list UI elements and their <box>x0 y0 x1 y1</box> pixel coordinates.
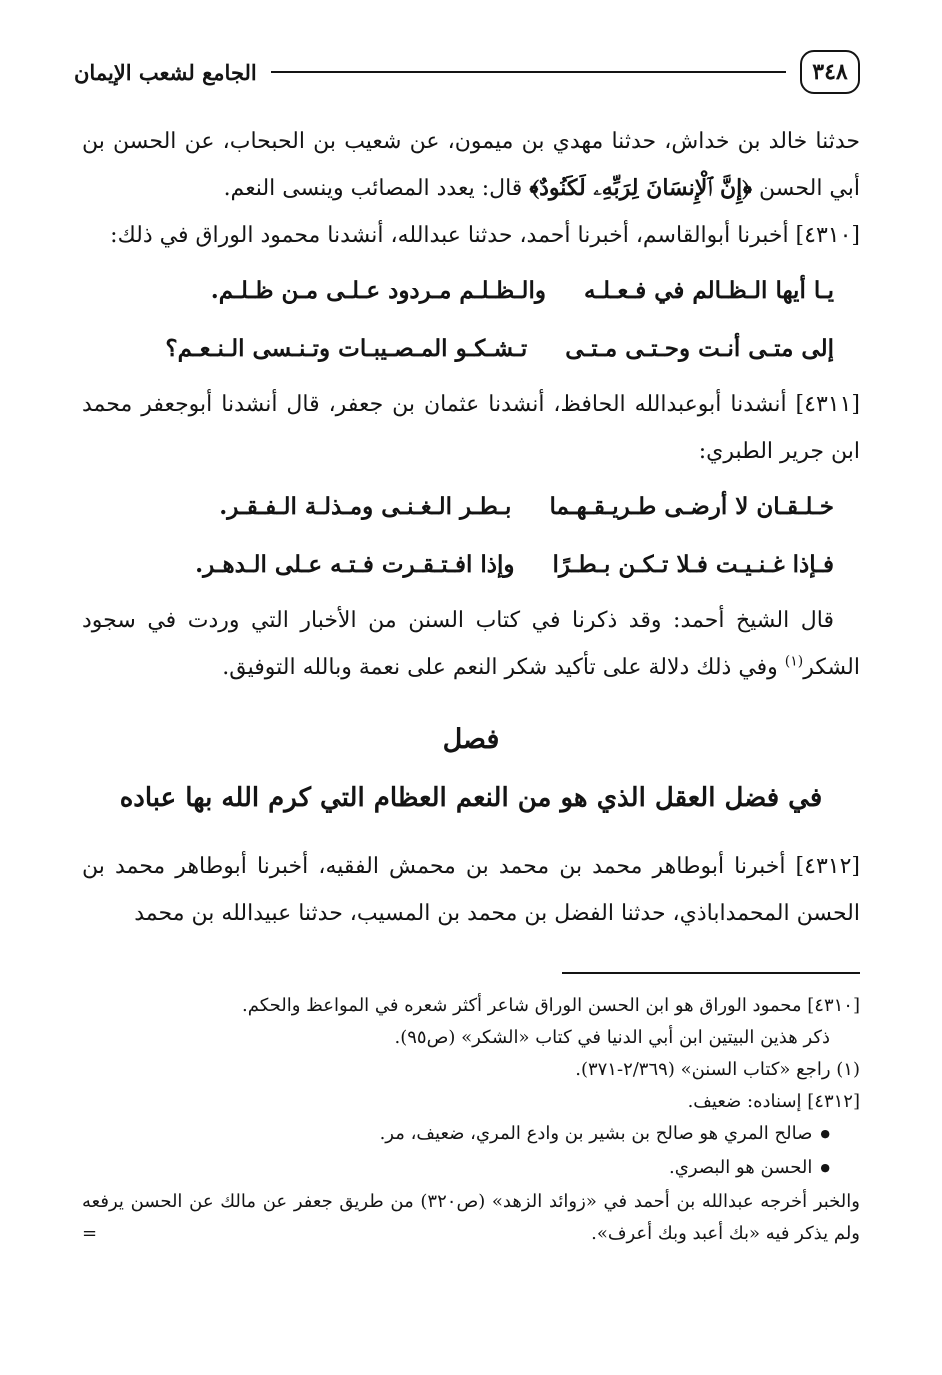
section-heading: فصل <box>442 724 500 755</box>
verse-hemistich: بـطـر الـغـنـى ومـذلـة الـفـقـر. <box>219 493 512 520</box>
shaykh-comment <box>82 597 860 691</box>
page-number: ٣٤٨ <box>800 50 860 94</box>
verse-hemistich: والـظـلـم مـردود عـلـى مـن ظـلـم. <box>210 277 546 304</box>
verse-line-3 <box>82 481 860 533</box>
continuation-mark: = <box>82 1223 98 1244</box>
quran-verse: ﴿إِنَّ ٱلْإِنسَانَ لِرَبِّهِۦ لَكَنُودٌ﴾ <box>529 175 753 201</box>
footnotes <box>82 990 860 1250</box>
verse-hemistich: يـا أيها الـظـالم في فـعـلـه <box>583 277 834 304</box>
header-rule <box>271 71 786 73</box>
footnote-bullet: ● الحسن هو البصري. <box>82 1152 860 1186</box>
comment-text: وفي ذلك دلالة على تأكيد شكر النعم على نعمة وبالله التوفيق. <box>222 655 785 680</box>
footnote-note: ذكر هذين البيتين ابن أبي الدنيا في كتاب «الشكر» (ص٩٥). <box>394 1027 830 1048</box>
footnote-marker: (١) <box>784 653 804 670</box>
text-line: الحسن بن أبي الحسن <box>82 129 860 201</box>
verse-hemistich: تـشـكـو المـصـيبـات وتـنـسى الـنـعـم؟ <box>165 335 528 362</box>
footnote-takhrij <box>82 1186 860 1250</box>
footnote-4312: [٤٣١٢] إسناده: ضعيف. <box>687 1091 860 1112</box>
verse-line-2 <box>82 323 860 375</box>
hadith-4312: [٤٣١٢] أخبرنا أبوطاهر محمد بن محمد بن محمش الفقيه، أخبرنا أبوطاهر محمد بن الحسن المحمداباذي، حدثنا الفضل بن محمد بن المسيب، حدثنا عبيدالله بن محمد <box>82 854 860 926</box>
hadith-4311: [٤٣١١] أنشدنا أبوعبدالله الحافظ، أنشدنا عثمان بن جعفر، قال أنشدنا أبوجعفر محمد ابن جرير الطبري: <box>82 392 860 464</box>
book-title: الجامع لشعب الإيمان <box>74 59 257 85</box>
running-head <box>74 44 860 100</box>
footnote-rule <box>562 972 860 974</box>
text-line: قال: يعدد المصائب وينسى النعم. <box>223 176 530 201</box>
verse-hemistich: خـلـقـان لا أرضـى طـريـقـهـما <box>549 493 834 520</box>
footnote-text: والخبر أخرجه عبدالله بن أحمد في «زوائد الزهد» (ص٣٢٠) من طريق جعفر عن مالك عن الحسن يرفعه ولم يذكر فيه «بك أعبد وبك أعرف». <box>82 1191 860 1244</box>
text-line: حدثنا خالد بن خداش، حدثنا مهدي بن ميمون، عن شعيب بن الحبحاب، عن <box>184 129 860 154</box>
main-text <box>82 118 860 937</box>
section-subheading: في فضل العقل الذي هو من النعم العظام التي كرم الله بها عباده <box>119 783 823 813</box>
verse-hemistich: إلى متـى أنـت وحـتـى مـتـى <box>565 335 834 362</box>
footnote-1: (١) راجع «كتاب السنن» (٢/٣٦٩-٣٧١). <box>575 1059 860 1080</box>
footnote-bullet: ● صالح المري هو صالح بن بشير بن وادع المري، ضعيف، مر. <box>82 1118 860 1152</box>
verse-hemistich: وإذا افـتـقـرت فـتـه عـلى الـدهـر. <box>195 551 515 578</box>
verse-hemistich: فـإذا غـنـيـت فـلا تـكـن بـطـرًا <box>552 551 834 578</box>
paragraph-opening <box>82 118 860 212</box>
comment-text: قال الشيخ أحمد: وقد ذكرنا في كتاب السنن من الأخبار التي وردت في سجود الشكر <box>82 608 860 680</box>
hadith-4310: [٤٣١٠] أخبرنا أبوالقاسم، أخبرنا أحمد، حدثنا عبدالله، أنشدنا محمود الوراق في ذلك: <box>110 223 860 248</box>
verse-line-4 <box>82 539 860 591</box>
footnote-4310: [٤٣١٠] محمود الوراق هو ابن الحسن الوراق شاعر أكثر شعره في المواعظ والحكم. <box>242 995 860 1016</box>
verse-line-1 <box>82 265 860 317</box>
